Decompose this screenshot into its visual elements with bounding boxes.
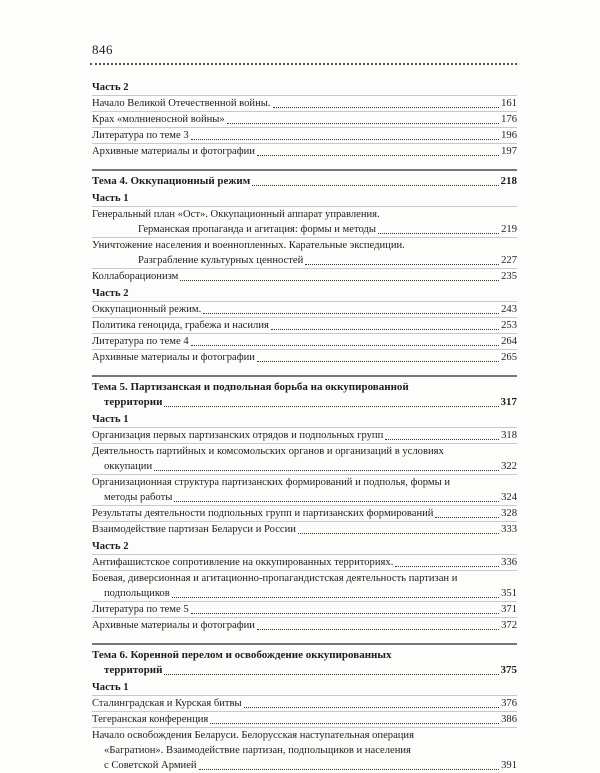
toc-entry-line[interactable]: Уничтожение населения и военнопленных. Карательные экспедиции. [92, 237, 517, 253]
toc-entry[interactable] [92, 222, 517, 237]
toc-entry-title: подпольщиков [104, 588, 170, 599]
toc-entry[interactable] [92, 333, 517, 349]
toc-entry-title: Коллаборационизм [92, 271, 179, 282]
toc-entry-line[interactable]: Боевая, диверсионная и агитационно-пропагандистская деятельность партизан и [92, 570, 517, 586]
toc-entry-page: 235 [501, 271, 517, 282]
toc-entry-page: 391 [501, 760, 517, 771]
topic-page: 375 [500, 664, 517, 676]
topic-block [92, 375, 517, 633]
toc-entry[interactable] [92, 758, 517, 773]
toc-entry-title: Начало Великой Отечественной войны. [92, 98, 271, 109]
topic-title-line[interactable]: Тема 6. Коренной перелом и освобождение оккупированных [92, 649, 392, 661]
toc-entry-line[interactable]: Начало освобождения Беларуси. Белорусская наступательная операция [92, 727, 517, 743]
topic-title: Тема 4. Оккупационный режим [92, 175, 251, 187]
toc-entry-page: 322 [501, 461, 517, 472]
toc-entry-title: Политика геноцида, грабежа и насилия [92, 320, 269, 331]
header-rule [90, 63, 517, 65]
toc-entry[interactable] [92, 317, 517, 333]
toc-entry-title: Результаты деятельности подпольных групп и партизанских формирований [92, 508, 434, 519]
toc-entry-title: методы работы [104, 492, 173, 503]
toc-entry-page: 253 [501, 320, 517, 331]
toc-entry-page: 176 [501, 114, 517, 125]
topic-heading[interactable] [92, 663, 517, 678]
toc-entry[interactable] [92, 490, 517, 505]
toc-entry[interactable] [92, 505, 517, 521]
toc-entry[interactable] [92, 617, 517, 633]
toc-entry-title: Литература по теме 3 [92, 130, 189, 141]
topic-heading[interactable] [92, 174, 517, 189]
toc-entry-title: Литература по теме 4 [92, 336, 189, 347]
toc-entry-title: Сталинградская и Курская битвы [92, 698, 242, 709]
toc-entry-title: Литература по теме 5 [92, 604, 189, 615]
toc-entry[interactable] [92, 586, 517, 601]
topic-title-line[interactable]: Тема 5. Партизанская и подпольная борьба на оккупированной [92, 381, 409, 393]
toc-entry-page: 196 [501, 130, 517, 141]
toc-entry-title: Разграбление культурных ценностей [138, 255, 304, 266]
toc-entry-line[interactable]: Генеральный план «Ост». Оккупационный аппарат управления. [92, 206, 517, 222]
part-heading: Часть 1 [92, 414, 129, 425]
toc-entry-title: оккупации [104, 461, 153, 472]
toc-entry-page: 371 [501, 604, 517, 615]
part-heading: Часть 2 [92, 541, 129, 552]
topic-page: 317 [500, 396, 517, 408]
toc-entry[interactable] [92, 601, 517, 617]
toc-entry-title: Архивные материалы и фотографии [92, 620, 255, 631]
toc-entry[interactable] [92, 127, 517, 143]
toc-entry-page: 227 [501, 255, 517, 266]
toc-entry-page: 264 [501, 336, 517, 347]
topic-title: территории [104, 396, 163, 408]
toc-entry-title: Архивные материалы и фотографии [92, 146, 255, 157]
topic-title: территорий [104, 664, 163, 676]
topic-heading[interactable] [92, 395, 517, 410]
toc-entry[interactable] [92, 554, 517, 570]
toc-entry-page: 318 [501, 430, 517, 441]
page-number: 846 [92, 42, 113, 57]
toc-entry[interactable] [92, 521, 517, 537]
part-heading: Часть 2 [92, 288, 129, 299]
toc-entry[interactable] [92, 301, 517, 317]
toc-entry-line[interactable]: «Багратион». Взаимодействие партизан, подпольщиков и населения [104, 745, 411, 756]
toc-entry-title: Тегеранская конференция [92, 714, 209, 725]
toc-entry-line[interactable]: Деятельность партийных и комсомольских органов и организаций в условиях [92, 443, 517, 459]
toc-entry-page: 219 [501, 224, 517, 235]
table-of-contents [92, 78, 517, 773]
toc-entry-title: Германская пропаганда и агитация: формы и методы [138, 224, 376, 235]
toc-entry-title: Антифашистское сопротивление на оккупированных территориях. [92, 557, 394, 568]
toc-entry[interactable] [92, 459, 517, 474]
toc-entry-title: Оккупационный режим. [92, 304, 202, 315]
toc-entry-page: 336 [501, 557, 517, 568]
topic-block [92, 169, 517, 365]
toc-entry-page: 386 [501, 714, 517, 725]
topic-block [92, 643, 517, 773]
toc-entry-page: 243 [501, 304, 517, 315]
part-heading: Часть 2 [92, 82, 129, 93]
toc-entry-title: Крах «молниеносной войны» [92, 114, 225, 125]
toc-entry-title: Взаимодействие партизан Беларуси и России [92, 524, 296, 535]
part-heading: Часть 1 [92, 682, 129, 693]
toc-entry[interactable] [92, 268, 517, 284]
toc-entry-line[interactable]: Организационная структура партизанских формирований и подполья, формы и [92, 474, 517, 490]
toc-entry-page: 328 [501, 508, 517, 519]
toc-entry[interactable] [92, 253, 517, 268]
toc-entry-page: 333 [501, 524, 517, 535]
toc-entry-page: 324 [501, 492, 517, 503]
toc-entry-title: с Советской Армией [104, 760, 197, 771]
toc-entry-page: 161 [501, 98, 517, 109]
part-heading: Часть 1 [92, 193, 129, 204]
toc-entry-title: Архивные материалы и фотографии [92, 352, 255, 363]
toc-entry[interactable] [92, 143, 517, 159]
topic-page: 218 [500, 175, 517, 187]
toc-entry[interactable] [92, 427, 517, 443]
toc-entry[interactable] [92, 349, 517, 365]
toc-entry-title: Организация первых партизанских отрядов и подпольных групп [92, 430, 384, 441]
toc-entry-page: 265 [501, 352, 517, 363]
toc-entry[interactable] [92, 695, 517, 711]
toc-entry-page: 376 [501, 698, 517, 709]
toc-entry[interactable] [92, 95, 517, 111]
toc-entry[interactable] [92, 111, 517, 127]
toc-entry-page: 197 [501, 146, 517, 157]
toc-entry-page: 372 [501, 620, 517, 631]
toc-entry-page: 351 [501, 588, 517, 599]
toc-entry[interactable] [92, 711, 517, 727]
